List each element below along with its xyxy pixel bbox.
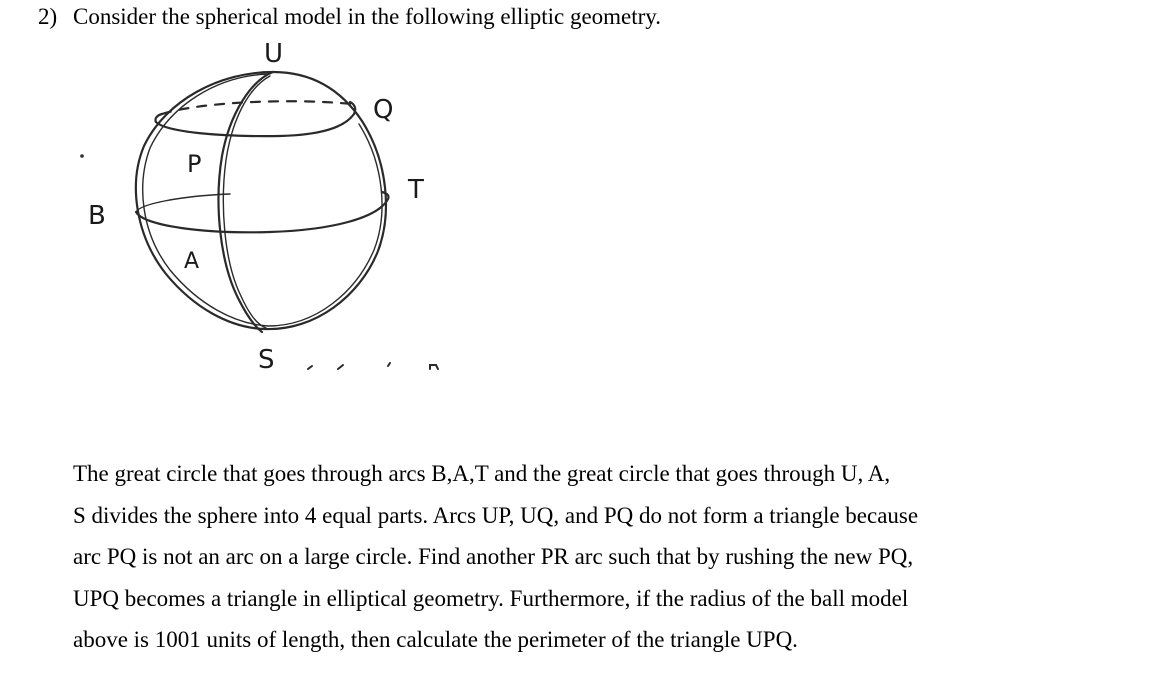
label-p: P: [187, 150, 202, 178]
paragraph-line: The great circle that goes through arcs B,A,T and the great circle that goes through U, A,: [73, 461, 891, 486]
stray-dot: [81, 155, 83, 157]
question-header: [38, 2, 661, 32]
paragraph-line: above is 1001 units of length, then calculate the perimeter of the triangle UPQ.: [73, 627, 798, 652]
small-circle-back-dashed: [162, 101, 352, 114]
bottom-scribble-4: [430, 365, 438, 369]
small-circle-front: [156, 102, 355, 136]
question-number: 2): [38, 4, 58, 29]
sphere-diagram: [70, 36, 470, 386]
label-u: U: [264, 39, 284, 69]
paragraph-line: UPQ becomes a triangle in elliptical geometry. Furthermore, if the radius of the ball model: [73, 585, 909, 611]
bottom-scribble-1: [308, 366, 312, 369]
meridian-retrace: [223, 76, 270, 328]
bottom-scribble-2: [338, 365, 343, 369]
paragraph-line: S divides the sphere into 4 equal parts. Arcs UP, UQ, and PQ do not form a triangle because: [73, 502, 919, 528]
sphere-figure: [70, 36, 470, 386]
problem-paragraph: [73, 453, 953, 661]
question-prompt: Consider the spherical model in the following elliptic geometry.: [73, 4, 662, 29]
label-q: Q: [373, 95, 394, 125]
equator-great-circle: [136, 192, 389, 232]
label-b: B: [88, 201, 106, 231]
meridian-great-circle: [219, 72, 273, 332]
label-s: S: [258, 345, 275, 375]
equator-back: [136, 194, 230, 212]
label-a: A: [184, 249, 200, 274]
bottom-scribble-3: [388, 363, 390, 366]
paragraph-line: arc PQ is not an arc on a large circle. Find another PR arc such that by rushing the new PQ,: [73, 544, 914, 569]
sphere-outline: [136, 72, 386, 329]
label-t: T: [408, 175, 424, 205]
